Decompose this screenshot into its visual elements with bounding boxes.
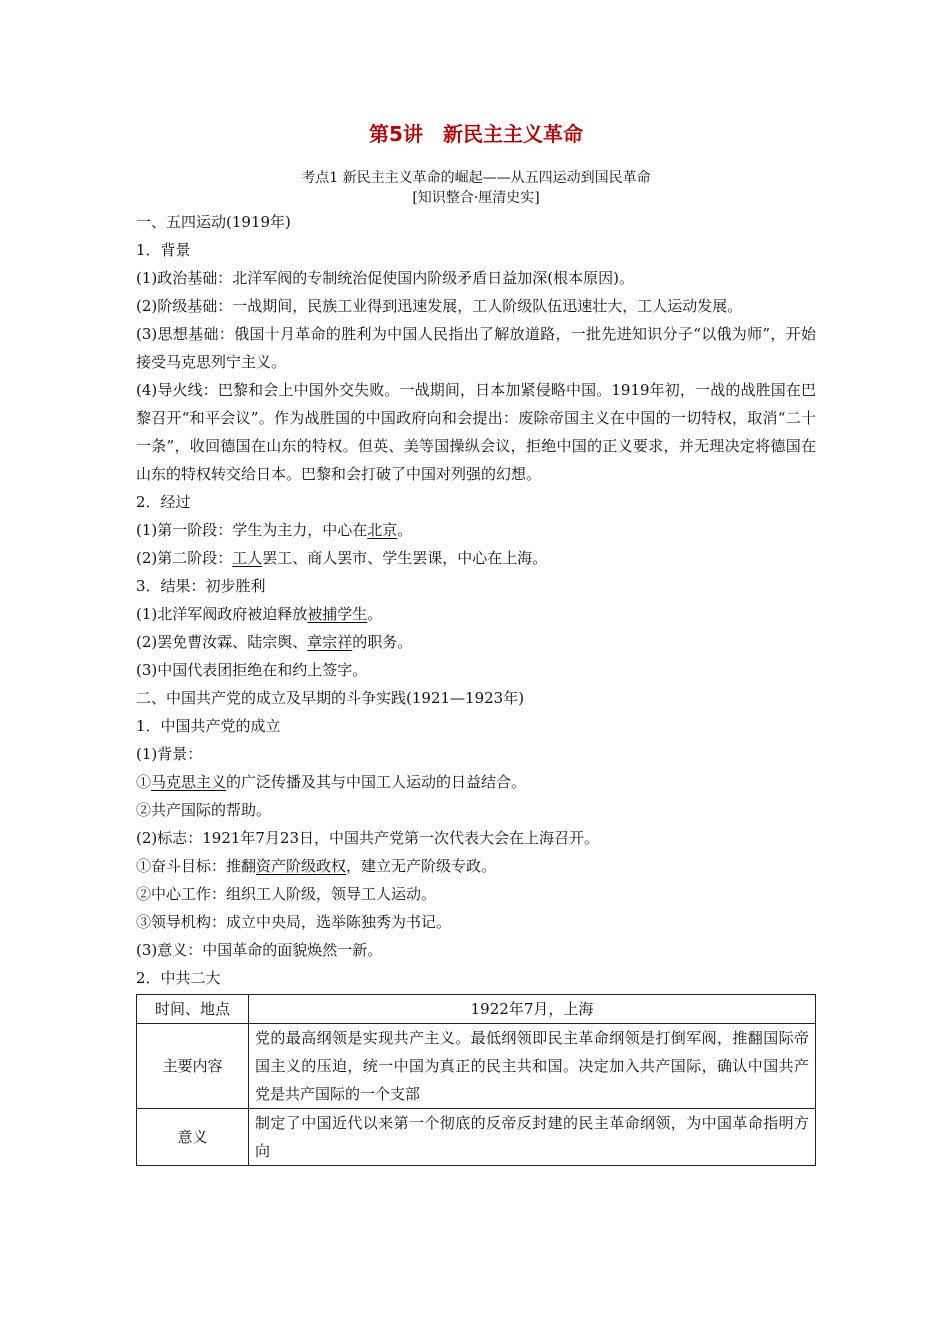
table-row [137, 1024, 816, 1109]
table-row-label: 主要内容 [137, 1024, 249, 1109]
topic-heading: 考点1 新民主主义革命的崛起——从五四运动到国民革命 [301, 170, 651, 186]
founding-mark-3: ③领导机构：成立中央局，选举陈独秀为书记。 [136, 913, 452, 931]
founding-title: 1．中国共产党的成立 [136, 717, 281, 735]
table-row [137, 1109, 816, 1166]
founding-mark: (2)标志：1921年7月23日，中国共产党第一次代表大会在上海召开。 [136, 829, 600, 847]
table-row-label: 意义 [137, 1109, 249, 1166]
underlined-answer: 工人 [232, 549, 263, 567]
course-item-1: (1)第一阶段：学生为主力，中心在北京。 [136, 521, 413, 539]
background-item-3: (3)思想基础：俄国十月革命的胜利为中国人民指出了解放道路，一批先进知识分子“以俄为师”，开始接受马克思列宁主义。 [136, 325, 816, 371]
section-1-title: 一、五四运动(1919年) [136, 213, 291, 231]
founding-mark-1: ①奋斗目标：推翻资产阶级政权，建立无产阶级专政。 [136, 857, 497, 875]
document-page [136, 118, 816, 1166]
founding-background-1: ①马克思主义的广泛传播及其与中国工人运动的日益结合。 [136, 773, 527, 791]
table-row-value: 党的最高纲领是实现共产主义。最低纲领即民主革命纲领是打倒军阀，推翻国际帝国主义的压迫，统一中国为真正的民主共和国。决定加入共产国际，确认中国共产党是共产国际的一个支部 [249, 1024, 816, 1109]
founding-significance: (3)意义：中国革命的面貌焕然一新。 [136, 941, 383, 959]
underlined-answer: 北京 [367, 521, 398, 539]
founding-background-2: ②共产国际的帮助。 [136, 801, 272, 819]
result-item-1: (1)北洋军阀政府被迫释放被捕学生。 [136, 605, 383, 623]
underlined-answer: 被捕学生 [307, 605, 368, 623]
course-item-2: (2)第二阶段：工人罢工、商人罢市、学生罢课，中心在上海。 [136, 549, 548, 567]
background-item-1: (1)政治基础：北洋军阀的专制统治促使国内阶级矛盾日益加深(根本原因)。 [136, 269, 634, 287]
result-item-2: (2)罢免曹汝霖、陆宗舆、章宗祥的职务。 [136, 633, 413, 651]
result-item-3: (3)中国代表团拒绝在和约上签字。 [136, 661, 368, 679]
second-congress-title: 2．中共二大 [136, 969, 221, 987]
founding-mark-2: ②中心工作：组织工人阶级，领导工人运动。 [136, 885, 437, 903]
table-row-label: 时间、地点 [137, 995, 249, 1024]
table-row [137, 995, 816, 1024]
result-title: 3．结果：初步胜利 [136, 577, 266, 595]
underlined-answer: 章宗祥 [307, 633, 353, 651]
topic-tag: [知识整合·厘清史实] [412, 190, 540, 206]
background-item-4: (4)导火线：巴黎和会上中国外交失败。一战期间，日本加紧侵略中国。1919年初，一战的战胜国在巴黎召开“和平会议”。作为战胜国的中国政府向和会提出：废除帝国主义在中国的一切特权，取消“二十一条”，收回德国在山东的特权。但英、美等国操纵会议，拒绝中国的正义要求，并无理决定将德国在山东的特权转交给日本。巴黎和会打破了中国对列强的幻想。 [136, 381, 816, 483]
founding-background-label: (1)背景： [136, 745, 203, 763]
table-row-value: 制定了中国近代以来第一个彻底的反帝反封建的民主革命纲领，为中国革命指明方向 [249, 1109, 816, 1166]
lecture-title: 第5讲 新民主主义革命 [369, 122, 583, 146]
course-title: 2．经过 [136, 493, 191, 511]
section-2-title: 二、中国共产党的成立及早期的斗争实践(1921—1923年) [136, 689, 525, 707]
underlined-answer: 资产阶级政权 [256, 857, 347, 875]
background-item-2: (2)阶级基础：一战期间，民族工业得到迅速发展，工人阶级队伍迅速壮大，工人运动发展。 [136, 297, 743, 315]
background-title: 1．背景 [136, 241, 191, 259]
underlined-answer: 马克思主义 [151, 773, 227, 791]
second-congress-table [136, 994, 816, 1166]
table-row-value: 1922年7月，上海 [249, 995, 816, 1024]
